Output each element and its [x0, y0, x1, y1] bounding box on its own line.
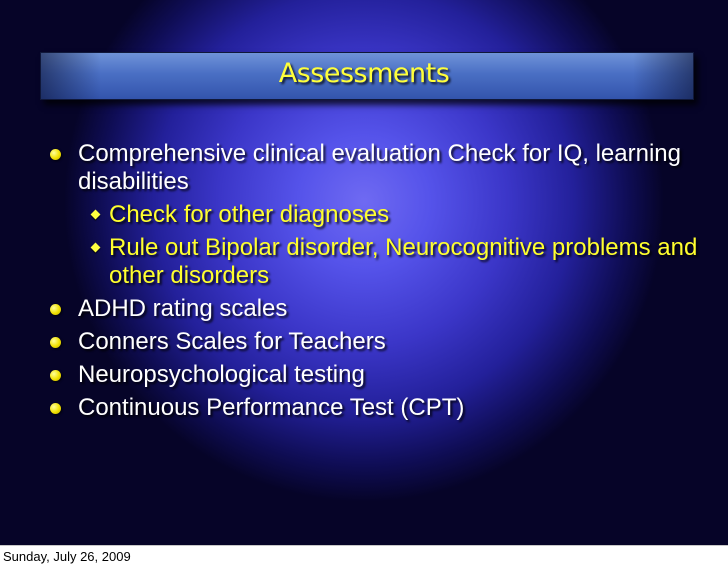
list-item [44, 394, 704, 422]
round-bullet-icon [50, 149, 61, 160]
diamond-bullet-icon [91, 243, 101, 253]
list-item-text: ADHD rating scales [78, 295, 288, 322]
round-bullet-icon [50, 370, 61, 381]
list-item-text: Neuropsychological testing [78, 361, 365, 388]
slide-title: Assessments [278, 58, 450, 89]
footer [0, 545, 728, 567]
sub-list-item-text: Rule out Bipolar disorder, Neurocognitive problems and other disorders [109, 234, 698, 289]
sub-list-item [44, 234, 704, 290]
round-bullet-icon [50, 403, 61, 414]
diamond-bullet-icon [91, 210, 101, 220]
list-item [44, 295, 704, 323]
round-bullet-icon [50, 337, 61, 348]
footer-date: Sunday, July 26, 2009 [3, 549, 131, 564]
sub-list-item-text: Check for other diagnoses [109, 201, 390, 228]
list-item-text: Conners Scales for Teachers [78, 328, 386, 355]
list-item-text: Continuous Performance Test (CPT) [78, 394, 465, 421]
round-bullet-icon [50, 304, 61, 315]
list-item [44, 361, 704, 389]
list-item [44, 328, 704, 356]
list-item [44, 140, 704, 196]
list-item-text: Comprehensive clinical evaluation Check for IQ, learning disabilities [78, 140, 681, 195]
bullet-list [44, 140, 704, 427]
sub-list-item [44, 201, 704, 229]
